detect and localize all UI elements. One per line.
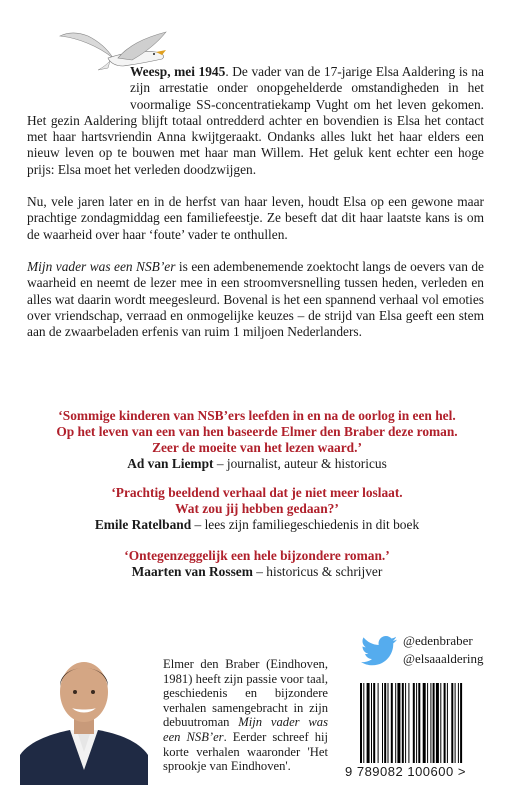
barcode-bar — [371, 683, 372, 763]
book-title: Mijn vader was een NSB’er — [27, 258, 176, 274]
barcode-bar — [433, 683, 435, 763]
twitter-handle-author[interactable]: @edenbraber — [403, 633, 473, 648]
quote-2-role: – lees zijn familiegeschiedenis in dit boek — [191, 517, 420, 532]
barcode-bar — [382, 683, 383, 763]
barcode-bar — [378, 683, 379, 763]
barcode-bar — [427, 683, 428, 763]
barcode-bar — [418, 683, 420, 763]
barcode-bar — [405, 683, 406, 763]
isbn-digits: 9 789082 100600 — [345, 764, 454, 779]
barcode-bar — [440, 683, 441, 763]
barcode-bar — [397, 683, 400, 763]
quote-3-attribution — [10, 564, 504, 580]
barcode-bar — [451, 683, 453, 763]
bio-text-2: . Eerder schreef hij korte verhalen waaronder 'Het sprookje van Eindhoven'. — [163, 729, 328, 774]
twitter-handle-character[interactable]: @elsaaaldering — [403, 651, 484, 666]
synopsis-paragraph-2: Nu, vele jaren later en in de herfst van haar leven, houdt Elsa op een gewone maar prachtige zondagmiddag een familiefeestje. Ze beseft dat dit haar laatste kans is om de waarheid over haar ‘foute’ vader te onthullen. — [27, 194, 484, 242]
bio-text-1: Elmer den Braber (Eindhoven, 1981) heeft zijn passie voor taal, geschiedenis en bijzondere verhalen samengebracht in zijn debuutroman — [163, 657, 328, 730]
barcode-bar — [460, 683, 462, 763]
quote-3-line-1: ‘Ontegenzeggelijk een hele bijzondere roman.’ — [124, 548, 390, 563]
synopsis-p1-wrapped-text: . De vader van de 17-jarige Elsa Aaldering is na zijn arrestatie onder onopgehelderde omstandigheden in het voormalige SS-concentratiekamp Vught om het leven gekomen. Het gezin Aaldering blijft totaal ontredderd achter en bovendien is Elsa het contact met haar hartsvriendin Anna kwijtgeraakt. Ondanks alles lukt het haar elders een nieuw leven op te bouwen met haar man Willem. Het geluk kent echter een hoge prijs: Elsa moet het verleden doodzwijgen. — [27, 64, 484, 177]
quote-3-role: – historicus & schrijver — [252, 564, 383, 579]
quote-1-line-2: Op het leven van een van hen baseerde Elmer den Braber deze roman. — [56, 424, 458, 439]
quote-3 — [10, 548, 504, 580]
quote-2-attribution — [10, 517, 504, 533]
barcode-bar — [423, 683, 426, 763]
barcode-bar — [447, 683, 448, 763]
barcode-bar — [416, 683, 417, 763]
quote-1-line-3: Zeer de moeite van het lezen waard.’ — [152, 440, 362, 455]
quote-1 — [10, 408, 504, 472]
quote-2-line-1: ‘Prachtig beeldend verhaal dat je niet meer loslaat. — [111, 485, 403, 500]
barcode-bar — [363, 683, 364, 763]
quote-2-author: Emile Ratelband — [94, 517, 192, 532]
synopsis-paragraph-3 — [27, 259, 484, 340]
twitter-bird-icon — [360, 636, 398, 666]
quote-1-line-1: ‘Sommige kinderen van NSB’ers leefden in en na de oorlog in een hel. — [58, 408, 456, 423]
quote-2-line-2: Wat zou jij hebben gedaan?’ — [175, 501, 339, 516]
barcode-bar — [430, 683, 431, 763]
synopsis-p3-text: is een adembenemende zoektocht langs de oevers van de waarheid en neemt de lezer mee in een stroomversnelling tussen heden, verleden en alles wat daarin wordt meegesleurd. Bovenal is het een spannend verhaal vol emoties over vriendschap, verraad en onmogelijke keuzes – de strijd van Elsa geeft een stem aan de zwaarbeladen erfenis van ruim 1 miljoen Nederlanders. — [27, 258, 484, 340]
author-bio — [163, 657, 328, 774]
barcode-bar — [395, 683, 396, 763]
barcode-bar — [360, 683, 362, 763]
synopsis-lead-wrapped: Weesp, mei 1945 — [130, 64, 226, 79]
social-handles — [360, 632, 500, 668]
bio-book-title: Mijn vader was een NSB’er — [163, 715, 328, 744]
barcode-bar — [436, 683, 439, 763]
barcode-bar — [455, 683, 456, 763]
barcode-bar — [444, 683, 446, 763]
barcode-bar — [388, 683, 389, 763]
quote-1-role: – journalist, auteur & historicus — [213, 456, 387, 471]
barcode-bar — [402, 683, 404, 763]
barcode-bar — [384, 683, 386, 763]
quote-3-author: Maarten van Rossem — [131, 564, 253, 579]
isbn-arrow: > — [457, 764, 466, 779]
barcode-bar — [458, 683, 459, 763]
isbn-number — [345, 764, 466, 779]
quote-1-attribution — [10, 456, 504, 472]
quote-2 — [10, 485, 504, 533]
author-photo — [20, 630, 148, 785]
barcode-bar — [413, 683, 415, 763]
quote-1-author: Ad van Liempt — [127, 456, 214, 471]
barcode-bar — [367, 683, 370, 763]
barcode-bar — [391, 683, 393, 763]
barcode — [358, 683, 491, 763]
barcode-bar — [408, 683, 409, 763]
barcode-bar — [373, 683, 375, 763]
synopsis-column — [27, 64, 484, 340]
